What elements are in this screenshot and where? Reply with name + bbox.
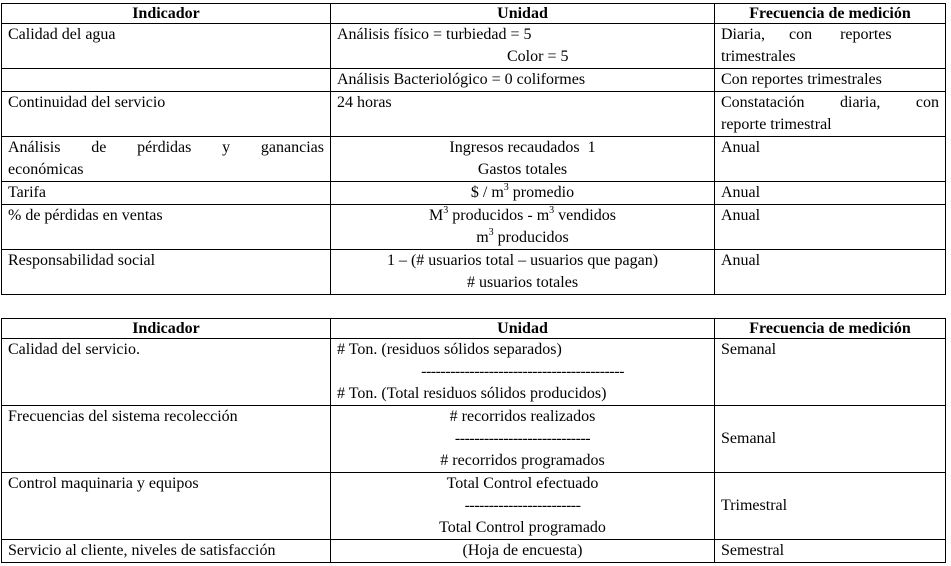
frequency-cell: Trimestral bbox=[715, 473, 946, 540]
unit-text: producidos bbox=[493, 229, 569, 246]
unit-line: # Ton. (residuos sólidos separados) bbox=[337, 341, 562, 358]
unit-line bbox=[337, 227, 708, 249]
indicator-cell: Continuidad del servicio bbox=[2, 92, 331, 137]
unit-line: # recorridos programados bbox=[440, 452, 605, 469]
frequency-cell: Anual bbox=[715, 137, 946, 182]
indicator-line: económicas bbox=[8, 161, 84, 178]
unit-superscript: 3 bbox=[549, 205, 555, 216]
header-unit: Unidad bbox=[331, 4, 715, 24]
unit-divider: ------------------------------------------ bbox=[421, 363, 624, 380]
frequency-line: trimestrales bbox=[721, 48, 796, 65]
unit-text: $ / m bbox=[470, 184, 504, 201]
frequency-cell bbox=[715, 24, 946, 69]
unit-cell bbox=[331, 24, 715, 69]
unit-cell bbox=[331, 339, 715, 406]
header-indicator: Indicador bbox=[2, 4, 331, 24]
table-row bbox=[2, 473, 946, 540]
indicator-cell: Calidad del agua bbox=[2, 24, 331, 69]
unit-line: # Ton. (Total residuos sólidos producidos) bbox=[337, 385, 607, 402]
header-unit: Unidad bbox=[331, 319, 715, 339]
unit-text: promedio bbox=[508, 184, 575, 201]
unit-superscript: 3 bbox=[488, 227, 494, 238]
header-frequency: Frecuencia de medición bbox=[715, 319, 946, 339]
frequency-cell bbox=[715, 92, 946, 137]
unit-text: M bbox=[429, 207, 444, 224]
table-header-row bbox=[2, 319, 946, 339]
frequency-cell: Anual bbox=[715, 182, 946, 205]
unit-superscript: 3 bbox=[503, 182, 509, 193]
table-row bbox=[2, 540, 946, 563]
indicator-cell: % de pérdidas en ventas bbox=[2, 205, 331, 250]
unit-text: m bbox=[476, 229, 489, 246]
table-row bbox=[2, 205, 946, 250]
header-indicator: Indicador bbox=[2, 319, 331, 339]
unit-text: vendidos bbox=[554, 207, 616, 224]
unit-cell: Análisis Bacteriológico = 0 coliformes bbox=[331, 69, 715, 92]
unit-cell bbox=[331, 205, 715, 250]
unit-line: Color = 5 bbox=[507, 48, 569, 65]
unit-line: Ingresos recaudados 1 bbox=[449, 139, 596, 156]
table-row bbox=[2, 92, 946, 137]
table-row bbox=[2, 69, 946, 92]
table-row bbox=[2, 182, 946, 205]
table-row bbox=[2, 24, 946, 69]
frequency-cell: Semanal bbox=[715, 406, 946, 473]
indicator-cell: Servicio al cliente, niveles de satisfacción bbox=[2, 540, 331, 563]
indicator-cell: Control maquinaria y equipos bbox=[2, 473, 331, 540]
unit-line: Total Control programado bbox=[439, 519, 606, 536]
water-indicators-table bbox=[1, 3, 946, 295]
frequency-cell: Semestral bbox=[715, 540, 946, 563]
unit-cell bbox=[331, 182, 715, 205]
indicator-cell bbox=[2, 137, 331, 182]
frequency-line: Constatación diaria, con bbox=[721, 94, 939, 111]
frequency-cell: Anual bbox=[715, 250, 946, 295]
unit-cell bbox=[331, 406, 715, 473]
frequency-cell: Semanal bbox=[715, 339, 946, 406]
unit-text: producidos - m bbox=[448, 207, 550, 224]
frequency-cell: Anual bbox=[715, 205, 946, 250]
unit-cell: 24 horas bbox=[331, 92, 715, 137]
unit-divider: ------------------------ bbox=[464, 497, 581, 514]
unit-line: Análisis físico = turbiedad = 5 bbox=[337, 26, 532, 43]
unit-line: 1 – (# usuarios total – usuarios que pagan) bbox=[386, 252, 659, 269]
waste-indicators-table bbox=[1, 318, 946, 563]
unit-cell bbox=[331, 250, 715, 295]
unit-superscript: 3 bbox=[443, 205, 449, 216]
frequency-cell: Con reportes trimestrales bbox=[715, 69, 946, 92]
header-frequency: Frecuencia de medición bbox=[715, 4, 946, 24]
table-row bbox=[2, 339, 946, 406]
unit-line: Gastos totales bbox=[477, 161, 568, 178]
frequency-line: Diaria, con reportes bbox=[721, 26, 892, 43]
table-header-row bbox=[2, 4, 946, 24]
indicator-cell: Calidad del servicio. bbox=[2, 339, 331, 406]
unit-line: # recorridos realizados bbox=[449, 408, 596, 425]
table-row bbox=[2, 250, 946, 295]
unit-cell bbox=[331, 473, 715, 540]
unit-cell: (Hoja de encuesta) bbox=[331, 540, 715, 563]
frequency-line: reporte trimestral bbox=[721, 116, 832, 133]
indicator-line: Análisis de pérdidas y ganancias bbox=[8, 139, 324, 156]
table-row bbox=[2, 137, 946, 182]
indicator-cell: Responsabilidad social bbox=[2, 250, 331, 295]
unit-line bbox=[337, 205, 708, 227]
indicator-cell bbox=[2, 69, 331, 92]
unit-cell bbox=[331, 137, 715, 182]
table-row bbox=[2, 406, 946, 473]
unit-divider: ---------------------------- bbox=[454, 430, 591, 447]
unit-line: # usuarios totales bbox=[466, 274, 579, 291]
unit-line: Total Control efectuado bbox=[446, 475, 599, 492]
indicator-cell: Frecuencias del sistema recolección bbox=[2, 406, 331, 473]
indicator-cell: Tarifa bbox=[2, 182, 331, 205]
